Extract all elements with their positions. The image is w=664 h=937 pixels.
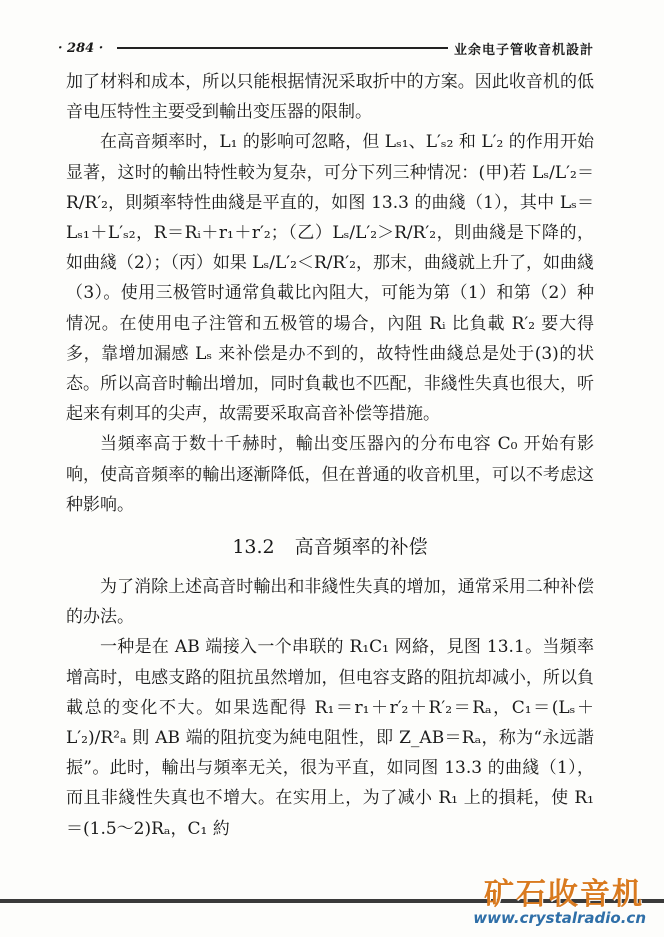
site-logo: 矿石收音机 — [484, 877, 644, 912]
section-number: 13.2 — [232, 536, 275, 559]
site-url[interactable]: www.crystalradio.cn — [473, 909, 646, 927]
book-title: 业余电子管收音机設計 — [453, 42, 594, 58]
section-title: 高音頻率的补偿 — [294, 536, 428, 559]
paragraph-4: 为了消除上述高音时輸出和非綫性失真的增加，通常采用二种补偿的办法。 — [66, 577, 594, 628]
paragraph-5: 一种是在 AB 端接入一个串联的 R₁C₁ 网絡，見图 13.1。当頻率增高时，电感支路的阻抗虽然增加，但电容支路的阻抗却减小，所以負載总的变化不大。如果选配得 R₁＝r₁＋r′₂＋R′₂＝Rₐ，C₁＝(Lₛ＋L′₂)/R²ₐ 則 AB 端的阻抗变为純电阻性，即 Z_AB＝Rₐ，称为“永远諧振”。此时，輸出与頻率无关，很为平直，如同图 13.3 的曲綫（1），而且非綫性失真也不增大。在实用上，为了减小 R₁ 上的損耗，使 R₁＝(1.5～2)Rₐ，C₁ 約 — [66, 637, 594, 839]
paragraph-1: 加了材料和成本，所以只能根据情況采取折中的方案。因此收音机的低音电压特性主要受到輸出变压器的限制。 — [66, 72, 594, 123]
header-rule — [117, 47, 448, 49]
running-header — [58, 36, 594, 60]
page-number: · 284 · — [58, 40, 104, 56]
paragraph-3: 当頻率高于数十千赫时，輸出变压器內的分布电容 C₀ 开始有影响，使高音頻率的輸出逐漸降低，但在普通的收音机里，可以不考虑这种影响。 — [66, 434, 594, 515]
paragraph-2: 在高音頻率时，L₁ 的影响可忽略，但 Lₛ₁、L′ₛ₂ 和 L′₂ 的作用开始显著，这时的輸出特性較为复杂，可分下列三种情况：(甲)若 Lₛ/L′₂＝R/R′₂，則頻率特性曲綫是平直的，如图 13.3 的曲綫（1），其中 Lₛ＝Lₛ₁＋L′ₛ₂，R＝Rᵢ＋r₁＋r′₂；（乙）Lₛ/L′₂＞R/R′₂，則曲綫是下降的，如曲綫（2）；（丙）如果 Lₛ/L′₂＜R/R′₂，那末，曲綫就上升了，如曲綫（3）。使用三极管时通常負載比內阻大，可能为第（1）和第（2）种情况。在使用电子注管和五极管的場合，內阻 Rᵢ 比負載 R′₂ 要大得多，靠增加漏感 Lₛ 来补偿是办不到的，故特性曲綫总是处于(3)的状态。所以高音时輸出增加，同时負載也不匹配，非綫性失真也很大，听起来有刺耳的尖声，故需要采取高音补偿等措施。 — [66, 132, 594, 425]
watermark-footer — [0, 865, 664, 937]
page-body — [66, 67, 594, 844]
section-heading — [66, 532, 594, 562]
